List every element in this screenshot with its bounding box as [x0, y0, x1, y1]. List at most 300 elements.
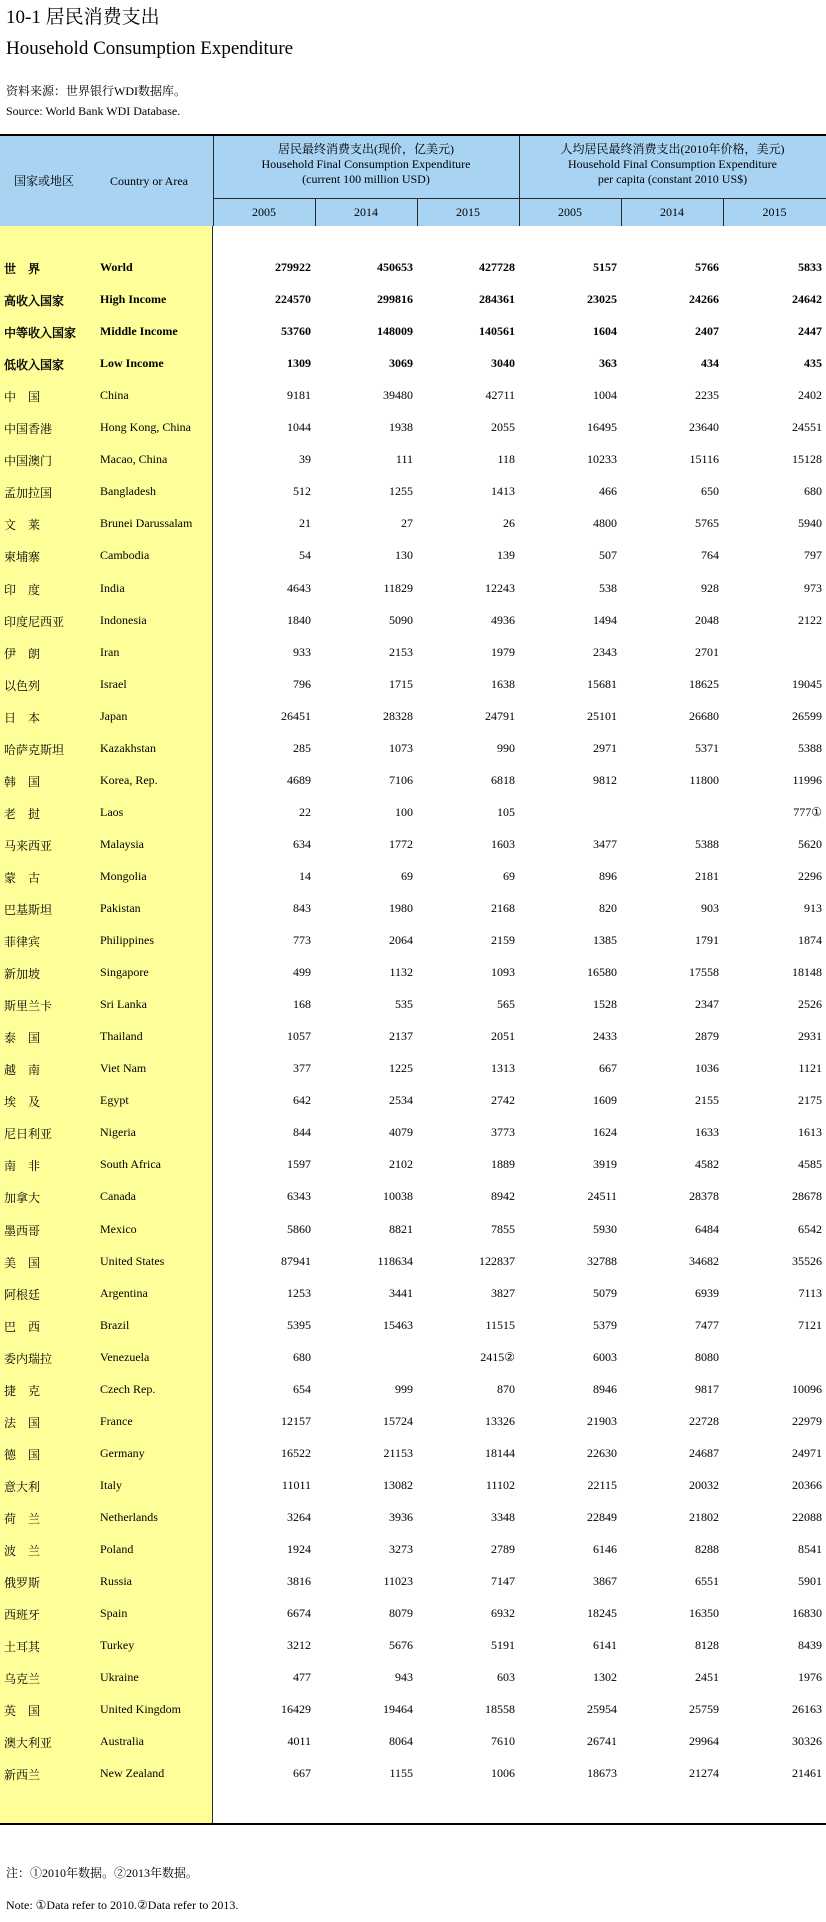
value-cell: 3212	[287, 1638, 311, 1653]
value-cell: 3919	[593, 1157, 617, 1172]
value-cell: 1253	[287, 1285, 311, 1300]
value-cell: 6674	[287, 1606, 311, 1621]
value-cell: 1889	[491, 1157, 515, 1172]
value-cell: 29964	[689, 1734, 719, 1749]
value-cell: 1225	[389, 1061, 413, 1076]
table-row	[0, 1694, 826, 1726]
value-cell: 8821	[389, 1221, 413, 1236]
value-cell: 764	[701, 548, 719, 563]
value-cell: 5901	[798, 1574, 822, 1589]
value-cell: 9181	[287, 388, 311, 403]
value-cell: 1309	[287, 356, 311, 371]
value-cell: 24511	[587, 1189, 617, 1204]
value-cell: 1006	[491, 1766, 515, 1781]
country-name-en: Ukraine	[100, 1670, 139, 1685]
value-cell: 100	[395, 804, 413, 819]
value-cell: 26741	[587, 1734, 617, 1749]
value-cell: 363	[599, 356, 617, 371]
value-cell: 5090	[389, 612, 413, 627]
country-name-cn: 柬埔寨	[4, 550, 41, 565]
value-cell: 5940	[798, 516, 822, 531]
table-row	[0, 540, 826, 572]
country-name-en: Czech Rep.	[100, 1381, 156, 1396]
country-name-en: Spain	[100, 1606, 128, 1621]
value-cell: 844	[293, 1125, 311, 1140]
table-row	[0, 1726, 826, 1758]
country-name-en: Australia	[100, 1734, 144, 1749]
value-cell: 130	[395, 548, 413, 563]
table-row	[0, 1246, 826, 1278]
value-cell: 21903	[587, 1413, 617, 1428]
value-cell: 7121	[798, 1317, 822, 1332]
value-cell: 2971	[593, 740, 617, 755]
country-name-en: High Income	[100, 292, 167, 307]
data-table	[0, 134, 826, 1825]
value-cell: 796	[293, 676, 311, 691]
value-cell: 6003	[593, 1349, 617, 1364]
table-row	[0, 1342, 826, 1374]
value-cell: 2296	[798, 868, 822, 883]
country-name-en: Mexico	[100, 1221, 137, 1236]
value-cell: 3040	[491, 356, 515, 371]
value-cell: 20366	[792, 1477, 822, 1492]
value-cell: 8079	[389, 1606, 413, 1621]
value-cell: 499	[293, 965, 311, 980]
table-row	[0, 797, 826, 829]
table-row	[0, 1758, 826, 1790]
value-cell: 24642	[792, 292, 822, 307]
table-row	[0, 1278, 826, 1310]
value-cell: 2701	[695, 644, 719, 659]
value-cell: 16429	[281, 1702, 311, 1717]
value-cell: 122837	[479, 1253, 515, 1268]
value-cell: 39	[299, 452, 311, 467]
country-name-en: Canada	[100, 1189, 136, 1204]
page-title-en: Household Consumption Expenditure	[6, 38, 294, 59]
value-cell: 2064	[389, 933, 413, 948]
header-country-cn: 国家或地区	[14, 174, 75, 188]
value-cell: 16350	[689, 1606, 719, 1621]
page-title-cn: 10-1 居民消费支出	[6, 7, 160, 28]
value-cell: 87941	[281, 1253, 311, 1268]
value-cell: 7610	[491, 1734, 515, 1749]
table-row	[0, 957, 826, 989]
value-cell: 7147	[491, 1574, 515, 1589]
country-name-en: France	[100, 1413, 133, 1428]
country-name-en: United States	[100, 1253, 165, 1268]
value-cell: 512	[293, 484, 311, 499]
country-name-cn: 波 兰	[4, 1544, 41, 1558]
value-cell: 2526	[798, 997, 822, 1012]
table-row	[0, 925, 826, 957]
value-cell: 1121	[798, 1061, 822, 1076]
country-name-cn: 中等收入国家	[4, 326, 77, 341]
value-cell: 22115	[587, 1477, 617, 1492]
country-name-cn: 中 国	[4, 390, 41, 405]
value-cell: 773	[293, 933, 311, 948]
value-cell: 2415②	[480, 1349, 515, 1364]
source-note-en: Source: World Bank WDI Database.	[6, 104, 181, 118]
value-cell: 538	[599, 580, 617, 595]
country-name-cn: 埃 及	[4, 1095, 41, 1110]
country-name-cn: 老 挝	[4, 806, 41, 821]
country-name-cn: 乌克兰	[4, 1672, 41, 1687]
value-cell: 168	[293, 997, 311, 1012]
value-cell: 5388	[798, 740, 822, 755]
table-row	[0, 1630, 826, 1662]
value-cell: 1840	[287, 612, 311, 627]
country-name-cn: 高收入国家	[4, 294, 65, 309]
value-cell: 5157	[593, 260, 617, 274]
value-cell: 3827	[491, 1285, 515, 1300]
value-cell: 11011	[281, 1477, 311, 1492]
value-cell: 18245	[587, 1606, 617, 1621]
value-cell: 28328	[383, 708, 413, 723]
country-name-cn: 孟加拉国	[4, 486, 53, 501]
country-name-cn: 加拿大	[4, 1191, 41, 1206]
value-cell: 1976	[798, 1670, 822, 1685]
value-cell: 1979	[491, 644, 515, 659]
table-row	[0, 605, 826, 637]
value-cell: 16580	[587, 965, 617, 980]
value-cell: 6932	[491, 1606, 515, 1621]
value-cell: 35526	[792, 1253, 822, 1268]
value-cell: 5388	[695, 836, 719, 851]
value-cell: 19045	[792, 676, 822, 691]
value-cell: 4936	[491, 612, 515, 627]
country-name-en: Hong Kong, China	[100, 420, 191, 435]
value-cell: 680	[804, 484, 822, 499]
country-name-cn: 中国香港	[4, 422, 53, 437]
country-name-en: New Zealand	[100, 1766, 165, 1781]
country-name-en: Egypt	[100, 1093, 129, 1108]
value-cell: 6484	[695, 1221, 719, 1236]
country-name-cn: 委内瑞拉	[4, 1351, 53, 1366]
value-cell: 450653	[377, 260, 413, 274]
value-cell: 5079	[593, 1285, 617, 1300]
value-cell: 26163	[792, 1702, 822, 1717]
value-cell: 224570	[275, 292, 311, 307]
country-name-en: Malaysia	[100, 836, 144, 851]
value-cell: 2347	[695, 997, 719, 1012]
value-cell: 434	[701, 356, 719, 371]
country-name-cn: 阿根廷	[4, 1287, 41, 1302]
country-name-en: Israel	[100, 676, 127, 691]
value-cell: 15681	[587, 676, 617, 691]
footnote-en: Note: ①Data refer to 2010.②Data refer to 2013.	[6, 1898, 239, 1912]
value-cell: 680	[293, 1349, 311, 1364]
country-name-cn: 捷 克	[4, 1383, 41, 1398]
value-cell: 10096	[792, 1381, 822, 1396]
value-cell: 6542	[798, 1221, 822, 1236]
value-cell: 3816	[287, 1574, 311, 1589]
value-cell: 1313	[491, 1061, 515, 1076]
value-cell: 1980	[389, 901, 413, 915]
value-cell: 3441	[389, 1285, 413, 1300]
value-cell: 13082	[383, 1477, 413, 1492]
country-name-en: Argentina	[100, 1285, 148, 1300]
country-name-cn: 意大利	[4, 1479, 41, 1494]
value-cell: 279922	[275, 260, 311, 274]
value-cell: 2175	[798, 1093, 822, 1108]
value-cell: 1938	[389, 420, 413, 435]
value-cell: 4800	[593, 516, 617, 531]
value-cell: 1874	[798, 933, 822, 948]
table-row	[0, 1534, 826, 1566]
table-row	[0, 1085, 826, 1117]
country-name-en: Laos	[100, 804, 124, 819]
country-name-cn: 伊 朗	[4, 646, 41, 661]
country-name-en: Poland	[100, 1542, 134, 1556]
country-name-en: Kazakhstan	[100, 740, 156, 755]
value-cell: 16830	[792, 1606, 822, 1621]
country-name-cn: 低收入国家	[4, 358, 65, 373]
table-bottom-rule	[0, 1823, 826, 1825]
value-cell: 21802	[689, 1509, 719, 1524]
value-cell: 477	[293, 1670, 311, 1685]
value-cell: 14	[299, 868, 311, 883]
table-row	[0, 508, 826, 540]
value-cell: 1609	[593, 1093, 617, 1108]
value-cell: 5676	[389, 1638, 413, 1653]
country-name-cn: 世 界	[4, 262, 41, 276]
value-cell: 1791	[695, 933, 719, 948]
value-cell: 5833	[798, 260, 822, 274]
country-name-cn: 马来西亚	[4, 838, 53, 853]
value-cell: 5395	[287, 1317, 311, 1332]
value-cell: 999	[395, 1381, 413, 1396]
value-cell: 3773	[491, 1125, 515, 1140]
value-cell: 642	[293, 1093, 311, 1108]
value-cell: 913	[804, 901, 822, 915]
value-cell: 28378	[689, 1189, 719, 1204]
value-cell: 9812	[593, 772, 617, 787]
value-cell: 10233	[587, 452, 617, 467]
value-cell: 1255	[389, 484, 413, 499]
table-row	[0, 573, 826, 605]
value-cell: 1633	[695, 1125, 719, 1140]
table-row	[0, 444, 826, 476]
country-name-en: Cambodia	[100, 548, 150, 563]
value-cell: 933	[293, 644, 311, 659]
value-cell: 2181	[695, 868, 719, 883]
value-cell: 21153	[383, 1445, 413, 1460]
value-cell: 2153	[389, 644, 413, 659]
value-cell: 928	[701, 580, 719, 595]
value-cell: 5371	[695, 740, 719, 755]
value-cell: 30326	[792, 1734, 822, 1749]
value-cell: 2447	[798, 324, 822, 339]
table-row	[0, 829, 826, 861]
value-cell: 15128	[792, 452, 822, 467]
table-row	[0, 1470, 826, 1502]
value-cell: 4582	[695, 1157, 719, 1172]
value-cell: 3069	[389, 356, 413, 371]
value-cell: 22849	[587, 1509, 617, 1524]
country-name-cn: 中国澳门	[4, 454, 53, 469]
value-cell: 2451	[695, 1670, 719, 1685]
value-cell: 6939	[695, 1285, 719, 1300]
table-row	[0, 1662, 826, 1694]
value-cell: 12243	[485, 580, 515, 595]
value-cell: 16495	[587, 420, 617, 435]
country-name-en: Sri Lanka	[100, 997, 147, 1012]
table-row	[0, 284, 826, 316]
value-cell: 105	[497, 804, 515, 819]
country-name-en: United Kingdom	[100, 1702, 181, 1717]
value-cell: 139	[497, 548, 515, 563]
value-cell: 1772	[389, 836, 413, 851]
value-cell: 22	[299, 804, 311, 819]
source-note-cn: 资料来源：世界银行WDI数据库。	[6, 84, 186, 98]
value-cell: 535	[395, 997, 413, 1012]
value-cell: 22728	[689, 1413, 719, 1428]
table-row	[0, 765, 826, 797]
country-name-en: Macao, China	[100, 452, 168, 467]
value-cell: 565	[497, 997, 515, 1012]
value-cell: 17558	[689, 965, 719, 980]
country-name-cn: 蒙 古	[4, 870, 41, 885]
value-cell: 24971	[792, 1445, 822, 1460]
value-cell: 18148	[792, 965, 822, 980]
table-row	[0, 1117, 826, 1149]
value-cell: 118	[497, 452, 515, 467]
value-cell: 25101	[587, 708, 617, 723]
value-cell: 2931	[798, 1029, 822, 1044]
country-name-cn: 菲律宾	[4, 935, 41, 950]
table-row	[0, 1053, 826, 1085]
country-name-en: Thailand	[100, 1029, 143, 1044]
table-row	[0, 701, 826, 733]
value-cell: 2235	[695, 388, 719, 403]
value-cell: 3273	[389, 1542, 413, 1556]
value-cell: 1597	[287, 1157, 311, 1172]
country-name-cn: 俄罗斯	[4, 1576, 41, 1591]
value-cell: 18144	[485, 1445, 515, 1460]
value-cell: 148009	[377, 324, 413, 339]
value-cell: 1715	[389, 676, 413, 691]
value-cell: 22630	[587, 1445, 617, 1460]
country-name-en: World	[100, 260, 133, 274]
value-cell: 6343	[287, 1189, 311, 1204]
value-cell: 34682	[689, 1253, 719, 1268]
value-cell: 2122	[798, 612, 822, 627]
value-cell: 22979	[792, 1413, 822, 1428]
table-row	[0, 1214, 826, 1246]
country-name-cn: 新加坡	[4, 967, 41, 982]
table-row	[0, 1438, 826, 1470]
country-name-cn: 荷 兰	[4, 1511, 41, 1526]
value-cell: 1044	[287, 420, 311, 435]
country-name-en: Russia	[100, 1574, 133, 1589]
table-row	[0, 1566, 826, 1598]
value-cell: 377	[293, 1061, 311, 1076]
value-cell: 650	[701, 484, 719, 499]
value-cell: 1057	[287, 1029, 311, 1044]
country-name-cn: 哈萨克斯坦	[4, 742, 65, 757]
header-year: 2014	[354, 205, 378, 219]
value-cell: 1638	[491, 676, 515, 691]
country-name-cn: 以色列	[4, 678, 41, 693]
value-cell: 24687	[689, 1445, 719, 1460]
value-cell: 634	[293, 836, 311, 851]
value-cell: 4011	[287, 1734, 311, 1749]
value-cell: 42711	[485, 388, 515, 403]
country-name-en: Germany	[100, 1445, 145, 1460]
country-name-en: Netherlands	[100, 1509, 158, 1524]
header-group2: 人均居民最终消费支出(2010年价格，美元) Household Final Consumption Expenditure per capita (constant 2010 US$)	[560, 142, 785, 186]
table-row	[0, 380, 826, 412]
value-cell: 23640	[689, 420, 719, 435]
table-row	[0, 669, 826, 701]
table-row	[0, 476, 826, 508]
value-cell: 2102	[389, 1157, 413, 1172]
table-row	[0, 1406, 826, 1438]
country-name-cn: 法 国	[4, 1415, 41, 1430]
value-cell: 6818	[491, 772, 515, 787]
header-year: 2005	[252, 205, 276, 219]
country-name-en: Venezuela	[100, 1349, 150, 1364]
value-cell: 8946	[593, 1381, 617, 1396]
value-cell: 11800	[689, 772, 719, 787]
country-name-cn: 新西兰	[4, 1768, 41, 1783]
value-cell: 870	[497, 1381, 515, 1396]
value-cell: 53760	[281, 324, 311, 339]
value-cell: 28678	[792, 1189, 822, 1204]
country-name-en: Japan	[100, 708, 128, 723]
value-cell: 3348	[491, 1509, 515, 1524]
country-name-en: Viet Nam	[100, 1061, 147, 1076]
value-cell: 667	[293, 1766, 311, 1781]
value-cell: 896	[599, 868, 617, 883]
country-name-en: South Africa	[100, 1157, 161, 1172]
value-cell: 1073	[389, 740, 413, 755]
country-name-cn: 斯里兰卡	[4, 999, 53, 1014]
value-cell: 2155	[695, 1093, 719, 1108]
table-row	[0, 1181, 826, 1213]
country-name-cn: 文 莱	[4, 518, 41, 533]
country-name-cn: 墨西哥	[4, 1223, 41, 1238]
value-cell: 1093	[491, 965, 515, 980]
value-cell: 3867	[593, 1574, 617, 1589]
value-cell: 777①	[793, 804, 822, 819]
value-cell: 6146	[593, 1542, 617, 1556]
country-name-en: India	[100, 580, 125, 595]
country-name-cn: 韩 国	[4, 774, 41, 789]
country-name-cn: 土耳其	[4, 1640, 41, 1655]
value-cell: 2433	[593, 1029, 617, 1044]
table-row	[0, 348, 826, 380]
value-cell: 7855	[491, 1221, 515, 1236]
value-cell: 15724	[383, 1413, 413, 1428]
value-cell: 507	[599, 548, 617, 563]
value-cell: 4079	[389, 1125, 413, 1140]
value-cell: 25954	[587, 1702, 617, 1717]
value-cell: 2055	[491, 420, 515, 435]
value-cell: 2168	[491, 901, 515, 915]
value-cell: 24266	[689, 292, 719, 307]
country-name-cn: 日 本	[4, 710, 41, 725]
value-cell: 27	[401, 516, 413, 531]
value-cell: 2789	[491, 1542, 515, 1556]
value-cell: 1624	[593, 1125, 617, 1140]
value-cell: 2343	[593, 644, 617, 659]
value-cell: 2137	[389, 1029, 413, 1044]
value-cell: 4643	[287, 580, 311, 595]
country-name-en: Mongolia	[100, 868, 147, 883]
country-name-cn: 泰 国	[4, 1031, 41, 1046]
value-cell: 26	[503, 516, 515, 531]
